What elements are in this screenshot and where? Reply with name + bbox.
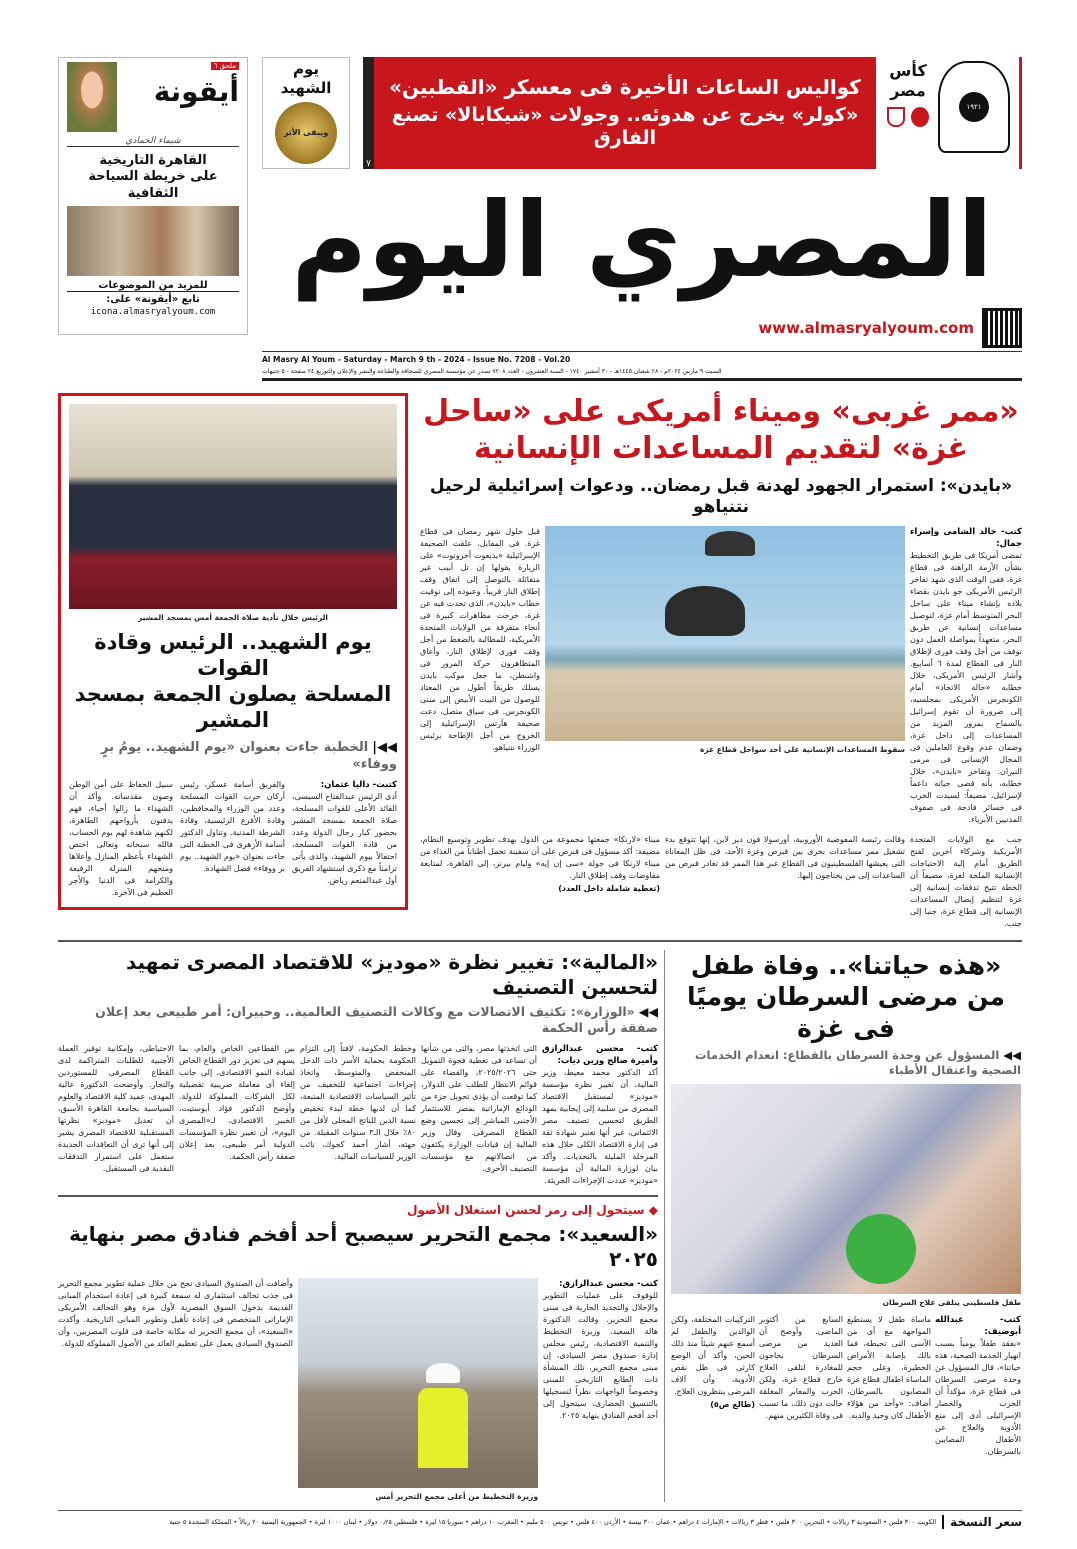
- masthead-area: [262, 57, 1022, 381]
- parachute-2: [665, 586, 745, 636]
- sports-line-1: كواليس الساعات الأخيرة فى معسكر «القطبين»: [389, 74, 861, 99]
- price-list: الكويت ٣٠٠ فلس • السعودية ٣ ريالات • البحرين ٣٠٠ فلس • قطر ٣ ريالات • الإمارات ٤ دراهم • عمان ٣٠٠ بيسة • الأردن ٤٠٠ فلس • تونس ٥٠٠ مليم • المغرب ١٠ دراهم • سوريا ١٥ ليرة • فلسطين ٠٫٢٥ دولار • لبنان ١٠٠٠ ليرة • الجمهورية اليمنية ٢٠ ريالاً • المملكة المتحدة ٥ جنيه: [169, 1518, 937, 1527]
- signature: شيماء الحمادي: [67, 136, 239, 147]
- friday-col-2: والفريق أسامة عسكر، رئيس أركان حرب القوات المسلحة وعدد من الوزراء والمحافظين، وقادة الأفرع الرئيسية، وقادة الشرطة المدنية. وتناول الدكتور أسامة الأزهرى فى الخطبة التى جاءت بعنوان «يوم الشهيد.. يوم بر ووفاء» فضل الشهادة.: [180, 780, 285, 874]
- friday-col-1: [292, 779, 397, 887]
- moodys-byline: كتب- محسن عبدالرازق وأميرة صالح وزين دياب:: [542, 1043, 658, 1066]
- moodys-col-5: الاحتياطى، وإمكانية توفير العملة الأجنبية للطلبات المتراكمة لدى القطاع المصرفى للمستوردين والتجار. وأوضحت الدكتورة عالية المهدى، عميد كلية الاقتصاد والعلوم السياسية بجامعة القاهرة الأسبق، أن تعديل «موديز» نظرتها المستقبلية للاقتصاد المصرى يشير إلى أنها ترى أن التعاقدات الجديدة ستعمل على استمرار التدفقات النقدية فى المستقبل.: [58, 1043, 174, 1173]
- friday-headline-1[interactable]: يوم الشهيد.. الرئيس وقادة القوات: [94, 629, 372, 680]
- moodys-col-4: بين القطاعين الخاص والعام، بما يسهم فى تعزيز دور القطاع الخاص لقيادة النمو الاقتصادى، إلى جانب إلغاء أى معاملة ضريبية تفضيلية لكل الشركات المملوكة للدولة. وأوضح الدكتور فؤاد أبوستيت، الخبير الاقتصادى، لـ«المصرى اليوم»، أن تغيير نظرة المؤسسات الدولية أمر طبيعى، بعد إعلان صفقة رأس الحكمة.: [179, 1043, 295, 1161]
- friday-headline-2[interactable]: المسلحة يصلون الجمعة بمسجد المشير: [74, 682, 392, 733]
- child-patient-photo[interactable]: [671, 1084, 1021, 1294]
- arrow-icon: ◀◀|: [372, 739, 397, 755]
- sports-line-2: «كولر» يخرج عن هدوئه.. وجولات «شيكابالا» تصنع الفارق: [391, 103, 859, 150]
- moodys-col-1: [542, 1043, 658, 1187]
- cup-tag: كأس مصر: [889, 61, 927, 100]
- lead-headline-2[interactable]: غزة» لتقديم المساعدات الإنسانية: [473, 431, 969, 467]
- helmet: [426, 1363, 460, 1383]
- follow-label: تابع «أيقونة» على:: [106, 293, 200, 305]
- cancer-subhead: [671, 1048, 1021, 1078]
- column-divider: [664, 950, 665, 1502]
- emblem-text: ويبقى الأثر: [283, 128, 329, 137]
- tahrir-headline[interactable]: «السعيد»: مجمع التحرير سيصبح أحد أفخم فنادق مصر بنهاية ٢٠٢٥: [69, 1222, 658, 1272]
- more-topics: للمزيد من الموضوعات: [67, 280, 239, 292]
- cancer-headline-2[interactable]: من مرضى السرطان يوميًا فى غزة: [687, 982, 1005, 1043]
- friday-subhead: [69, 740, 397, 774]
- page-tab: [363, 57, 374, 169]
- lead-bottom-columns: [420, 834, 1022, 930]
- friday-columns: [69, 779, 397, 899]
- cancer-col-4: التركيبات المختلفة، ولكن الوالدين والطفل لم أسمع عنهم شيئاً منذ ذلك الحين، وأكد أن الوضع كارثى فى ظل نقص الأدوية، وأن آلاف المرضى ينتظرون العلاج.: [671, 1314, 755, 1396]
- green-ball: [846, 1214, 916, 1284]
- supplement-logo: أيقونة: [153, 75, 239, 108]
- supplement-headline-2: على خريطة السياحة الثقافية: [88, 169, 218, 201]
- moodys-col-text: أكد الدكتور محمد معيط، وزير المالية، أن تغيير نظرة مؤسسة «موديز» لمستقبل الاقتصاد المصرى من سلبية إلى إيجابية يمهد الطريق لتحسين تصنيف مصر الائتمانى، غير أنها تعتبر شهادة ثقة فى إدارة الاقتصاد الكلى خلال هذه المرحلة المليئة بالتحديات. وأكد بيان لوزارة المالية أن مؤسسة «موديز» عددت الإجراءات الجريئة.: [542, 1067, 658, 1185]
- top-banners: [262, 57, 1022, 169]
- moodys-col-2: التى اتخذتها مصر، والتى من شأنها أن تساعد فى تغطية فجوة التمويل حتى ٢٠٢٥/٢٠٢٦، والقضاء على قوائم الانتظار للطلب على الدولار، كما توقعت أن يؤدى تحويل جزء من الودائع الإماراتية بمصر للاستثمار الأجنبى المباشر إلى تحسين وضع القطاع المصرفى. وقال وزير المالية إن قيادات الوزارة يكثفون من اتصالاتهم مع مؤسسات التصنيف الأخرى.: [421, 1043, 537, 1173]
- price-label: سعر النسخة: [942, 1515, 1022, 1529]
- lead-bottom-col-2: وقالت رئيسة المفوضية الأوروبية، أورسولا فون دير لاين، إنها تتوقع بدء تشغيل ممر مساعدات بحرى بين قبرص وغزة الأحد، فى ظل المعاناة التى يعيشها الفلسطينيون فى القطاع عبر هذا الممر قد تغادر قبرص من الساعدات إلى من يحتاجون إليها.: [665, 835, 905, 881]
- lead-story: [420, 393, 1022, 931]
- tahrir-byline: كتب- محسن عبدالرازق:: [559, 1279, 658, 1290]
- friday-caption: الرئيس خلال تأدية صلاة الجمعة أمس بمسجد المشير: [137, 612, 329, 622]
- cancer-col-3: السابع من أكتوبر الماضى. وأوضح أن العديد من مرضى السرطان بحاجون للمغادرة لتلقى العلاج خارج قطاع غزة، ولكن الحرب والمعابر المغلقة حالت دون ذلك، ما تسبب فى وفاة الكثيرين منهم.: [759, 1314, 843, 1420]
- tahrir-kicker: [58, 1203, 658, 1219]
- author-photo: [67, 62, 117, 132]
- friday-prayer-box[interactable]: [58, 393, 408, 911]
- lead-col-right: [910, 526, 1022, 826]
- top-section: [58, 57, 1022, 381]
- lead-headline-1[interactable]: «ممر غربى» وميناء أمريكى على «ساحل: [423, 393, 1019, 429]
- lead-byline: كتب- خالد الشامى وإسراء جمال:: [910, 527, 1022, 550]
- friday-prayer-photo: [69, 404, 397, 609]
- ahly-badge: [911, 107, 929, 127]
- cancer-story: [671, 950, 1021, 1502]
- cancer-col-text: «نفقد طفلاً يومياً بسبب انهيار الخدمة الصحية، هذه حياتنا»، قال المسؤول عن وحدة مرضى السرطان فى قطاع غزة، مؤكداً أن الحرب والحصار الإسرائيلى أدى إلى منع الأدوية والعلاج عن الأطفال المصابين بالسرطان.: [935, 1338, 1021, 1456]
- site-url[interactable]: www.almasryalyoum.com: [758, 318, 974, 337]
- lead-subhead: «بايدن»: استمرار الجهود لهدنة قبل رمضان.. ودعوات إسرائيلية لرحيل نتنياهو: [429, 475, 1013, 517]
- qr-code[interactable]: [982, 308, 1022, 348]
- cup-year: ١٩٢١: [959, 92, 989, 122]
- tahrir-kicker-text: سيتحول إلى رمز لحسن استغلال الأصول: [407, 1202, 645, 1217]
- friday-col-3: سبيل الحفاظ على أمن الوطن وصون مقدساته. وأكد أن الشهداء ما زالوا أحياء، فهم يدفنون بأرواحهم الطاهرة، لكنهم شاهدة لهم يوم الحساب، فالله سبحانه وتعالى اختص الشهداء بأعظم المنازل وأعلاها ومنحهم المنزلة الرفيعة والكرامة فى الدنيا والأجر العظيم فى الآخرة.: [69, 780, 173, 898]
- martyr-title-2: الشهيد: [280, 78, 332, 97]
- lower-section: [58, 950, 1022, 1502]
- lead-col-text: تمضى أمريكا فى طريق التخطيط بشأن الأزمة الراهنة فى قطاع غزة، ففى الوقت الذى شهد تفاخر الرئيس الأمريكى جو بايدن بقضاء بلاده بإنشاء ميناء على ساحل البحر المتوسط أمام غزة، لتوصيل مساعدات إنسانية عن طريق البحر، متعهداً بمواصلة العمل دون توقف من أجل وقف فورى لإطلاق النار فى القطاع لمدة ٦ أسابيع. وأشار الرئيس الأمريكى، خلال خطابه «حالة الاتحاد» أمام الكونجرس الأمريكى بمجلسيه، إلى ضرورة أن تقوم إسرائيل بالسماح بمرور المزيد من المساعدات إلى داخل غزة، وضمان عدم وقوع العاملين فى المجال الإنسانى فى مرمى النيران. وتفاخر «بايدن»، خلال خطابه، بأنه قضى حياته داعماً لإسرائيل، مضيفاً: لسيدت الحرب فى خسائر فادحة فى صفوف المدنيين الأبرياء.: [910, 551, 1022, 825]
- lead-col-left: قبل حلول شهر رمضان فى قطاع غزة. فى المقابل، علقت الصحيفة الإسرائيلية «يديعوت أحرونوت» على الزيارة بقولها إن تل أبيب غير متفائلة بالتوصل إلى اتفاق وقف إطلاق النار قريباً. وعبوده إلى توقيت خطاب «بايدن»، الذى تحدث فيه عن غزة، خرجت مظاهرات كبيرة فى أنحاء متفرقة من الولايات المتحدة الأمريكية، للمطالبة بالضغط من أجل وقف فورى لإطلاق النار، وأعاق المتظاهرون حركة المرور فى واشنطن، ما جعل موكب بايدن يسلك طريقاً أطول من المعتاد للوصول من البيت الأبيض إلى مبنى الكونجرس. فى سياق متصل، دعت صحيفة هآرتس الإسرائيلية إلى الخروج من أجل الإطاحة برئيس الوزراء نتنياهو.: [420, 527, 540, 753]
- supplement-box[interactable]: [58, 57, 248, 335]
- arrow-icon: ◀◀: [638, 1004, 658, 1020]
- tahrir-caption: وزيرة التخطيط من أعلى مجمع التحرير أمس: [375, 1492, 538, 1502]
- tahrir-col-text: للوقوف على عمليات التطوير والإحلال والتجديد الجارية فى مبنى مجمع التحرير. وقالت الدكتورة هالة السعيد، وزيرة التخطيط والتنمية الاقتصادية، رئيس مجلس إدارة صندوق مصر السيادى، إن مبنى مجمع التحرير، تلك المنشأة ذات الطابع التاريخى للمبنى وخصوصاً الواجهات نظراً لتسجيلها بالتنسيق الحضارى، سيتحول إلى أحد أفخم الفنادق بنهاية ٢٠٢٥.: [543, 1291, 658, 1421]
- lead-bottom-col-3: ميناء «لارنكا» جمعتها مجموعة من الدول بهدف تطوير وتوسيع النظام، مضيفة: أكد مسؤول فى قبرص على أن سفينة تحمل أطناناً من الغذاء من ميناء لارنكا فى جولة «سى إن إيه» وليام بيرنز، إلى القاهرة، لمتابعة مفاوضات وقف إطلاق النار.: [420, 835, 660, 881]
- lead-bottom-col-1: جنب مع الولايات المتحدة الأمريكية وشركاء آخرين لفتح الطريق أمام إلية الاحتياجات الإنسانية الملحة لغزة، مضيفاً أن الخطة تتيح تدفقات إنسانية إلى غزة لتنظيم إيصال المساعدات الإنسانية إلى قطاع غزة، جنبا إلى جنب.: [910, 835, 1022, 929]
- martyr-title-1: يوم: [292, 60, 320, 78]
- airdrop-photo[interactable]: [545, 526, 905, 741]
- cancer-headline-1[interactable]: «هذه حياتنا».. وفاة طفل: [690, 951, 1002, 981]
- zamalek-badge: [887, 107, 905, 127]
- cancer-col-2: ماساة طفل لا يستطيع المواجهة مع أى من الآسى التى تحيطه، فما بالك بإصابة الأمراض الخطيرة، وعلى حجم الماساة اطفال قطاع غزة المصابون بالسرطان، أضاف: «وأحد من هؤلاء الأطفال كان وحيد والديه.: [847, 1314, 931, 1420]
- airdrop-caption: سقوط المساعدات الإنسانية على أحد سواحل قطاع غزة: [699, 745, 905, 755]
- safety-vest: [418, 1388, 468, 1468]
- tahrir-complex-photo[interactable]: [298, 1278, 538, 1488]
- issue-info: [262, 352, 1022, 378]
- supplement-badge: ملحق ٦: [211, 62, 239, 70]
- trophy-icon: [938, 61, 1010, 153]
- moodys-subhead-text: «الوزارة»: تكثيف الاتصالات مع وكالات التصنيف العالمية.. وخبيران: أمر طبيعى بعد إعلان صفقة رأس الحكمة: [95, 1004, 658, 1036]
- martyr-emblem: [275, 102, 337, 164]
- supplement-url[interactable]: icona.almasryalyoum.com: [90, 306, 216, 317]
- url-row: [262, 308, 1022, 348]
- masthead-rule-bottom: [262, 378, 1022, 381]
- cancer-subhead-text: المسؤول عن وحدة السرطان بالقطاع: انعدام الخدمات الصحية واعتقال الأطباء: [694, 1047, 1021, 1077]
- tahrir-columns: [58, 1278, 658, 1502]
- parachute-1: [705, 531, 755, 556]
- martyr-day-box[interactable]: [262, 57, 350, 169]
- friday-subhead-text: الخطبة جاءت بعنوان «يوم الشهيد.. يومُ برٍ ووفاء»: [101, 739, 397, 772]
- sports-banner[interactable]: [363, 57, 876, 169]
- tahrir-col-1: [543, 1278, 658, 1422]
- arrow-icon: ◀◀: [1003, 1047, 1021, 1062]
- section-rule-2: [58, 1195, 658, 1197]
- cancer-byline: كتب- عبدالله أبوضيف:: [935, 1314, 1021, 1337]
- friday-byline: كتبت- داليا عثمان:: [320, 780, 397, 791]
- moodys-headline[interactable]: «المالية»: تغيير نظرة «موديز» للاقتصاد المصرى تمهيد لتحسين التصنيف: [125, 950, 658, 1000]
- moodys-subhead: [58, 1004, 658, 1037]
- price-bar: [58, 1511, 1022, 1529]
- page-number: ٧: [366, 158, 371, 169]
- egypt-cup-logo: [882, 57, 1022, 169]
- moodys-col-3: وخطط الحكومة، لافتاً إلى التزام الحكومة بحماية الأسر ذات الدخل المنخفض والمتوسط، واتخاذ إجراءات اجتماعية للتخفيف من تأثير السياسات الاقتصادية المتبعة، كما أن لديها خطة لبدء تخفيض نسبة الدين للناتج المحلى لأقل من ٨٠٪ خلال الـ٣ سنوات المقبلة. من جهته، أشار أحمد كجوك، نائب الوزير للسياسات المالية.: [300, 1043, 417, 1161]
- friday-col-text: أدى الرئيس عبدالفتاح السيسى، القائد الأعلى للقوات المسلحة، صلاة الجمعة بمسجد المشير بحضور كبار رجال الدولة وعدد من قادة القوات المسلحة، احتفالاً بيوم الشهيد، والذى يأتى تزامناً مع ذكرى استشهاد الفريق أول عبدالمنعم رياض.: [292, 792, 397, 886]
- issue-info-ar: السبت ٩ مارس ٢٠٢٤م - ٢٨ شعبان ١٤٤٥هـ - ٣٠ أمشير ١٧٤٠ - السنة العشرون - العدد ٧٢٠٨ تصدر عن مؤسسة المصري للصحافة والطباعة والنشر والإعلان والتوزيع ٢٤ صفحة - ٥ جنيهات: [262, 367, 722, 375]
- cancer-col-1: [935, 1314, 1021, 1458]
- tahrir-col-2: وأضافت أن الصندوق السيادى نجح من خلال عملية تطوير مجمع التحرير فى جذب تحالف استثمارى له سمعة كبيرة فى إعادة استخدام المبانى القديمة بدخول السوق المصرية لأول مرة وهو التحالف الأمريكى الإماراتى المتخصص فى إعادة تأهيل وتطوير المبانى التاريخية. وأكدت «السعيد»، أن مجمع التحرير له مكانة خاصة فى قلوب المصريين، وأن الصندوق السيادى يعمل على تعظيم العائد من الأصول المملوكة للدولة.: [58, 1279, 293, 1349]
- issue-info-en: Al Masry Al Youm - Saturday - March 9 th - 2024 - Issue No. 7208 - Vol.20: [262, 354, 571, 364]
- lead-columns: [420, 526, 1022, 826]
- masthead-title[interactable]: المصري اليوم: [291, 178, 993, 301]
- lead-see-more[interactable]: (تغطية شاملة داخل العدد): [558, 884, 660, 894]
- diamond-icon: ◆: [644, 1202, 658, 1217]
- section-rule-1: [58, 940, 1022, 942]
- historic-cairo-photo: [67, 206, 239, 276]
- cancer-columns: [671, 1314, 1021, 1458]
- supplement-header: [67, 62, 239, 132]
- cancer-see-more[interactable]: (طالع ص٥): [710, 1399, 755, 1409]
- cancer-caption: طفل فلسطينى يتلقى علاج السرطان: [882, 1297, 1021, 1307]
- supplement-headline-1: القاهرة التاريخية: [99, 153, 207, 168]
- moodys-columns: [58, 1043, 658, 1187]
- lead-section: [58, 393, 1022, 931]
- economy-column: [58, 950, 658, 1502]
